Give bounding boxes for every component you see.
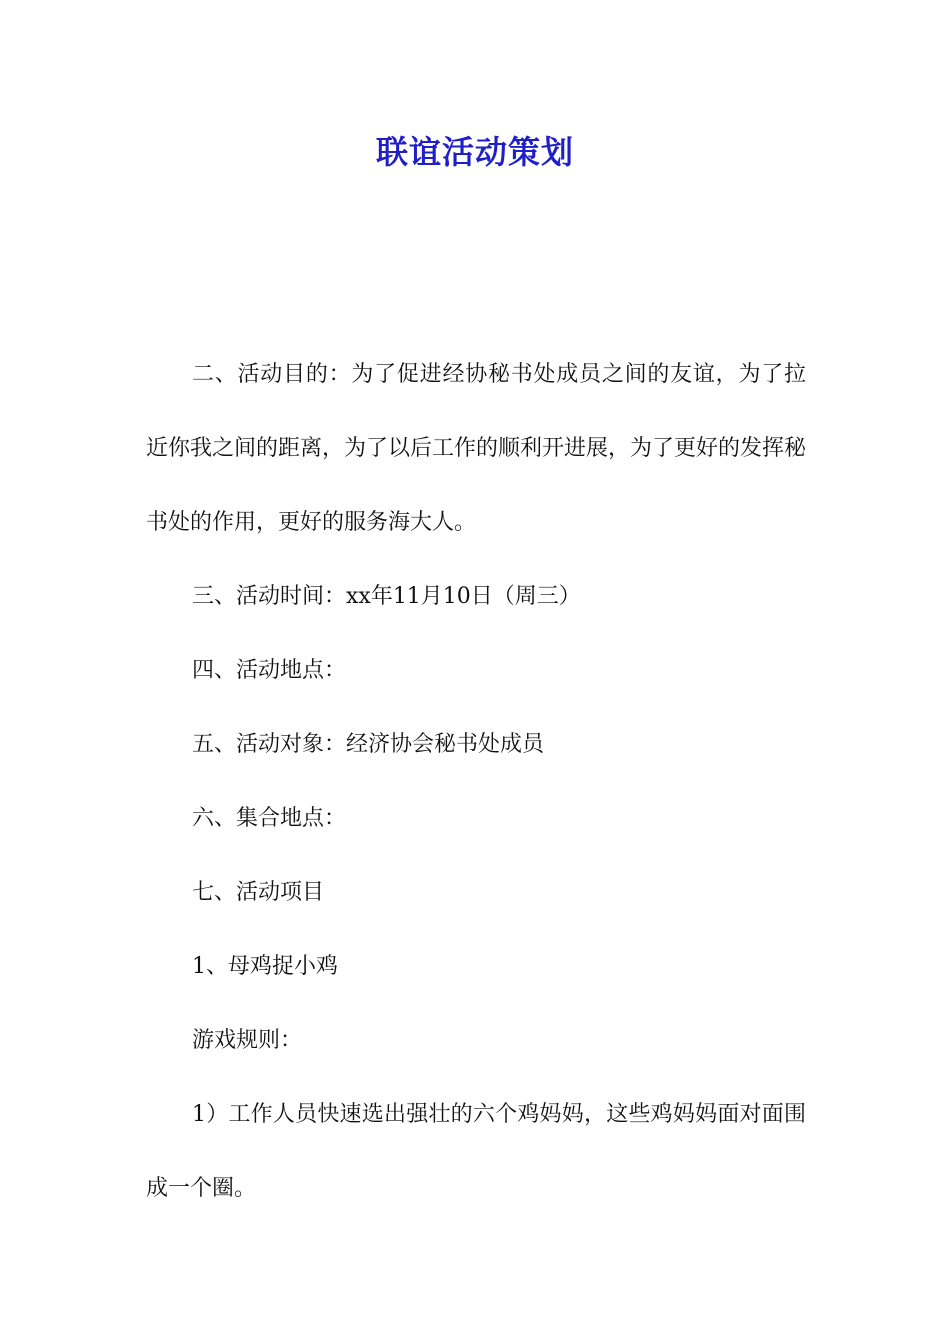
document-body: [146, 338, 806, 1226]
paragraph-rule-1: 1）工作人员快速选出强壮的六个鸡妈妈，这些鸡妈妈面对面围成一个圈。: [146, 1102, 806, 1201]
paragraph-purpose: 二、活动目的：为了促进经协秘书处成员之间的友谊，为了拉近你我之间的距离，为了以后工作的顺利开进展，为了更好的发挥秘书处的作用，更好的服务海大人。: [146, 362, 807, 535]
paragraph-activities-heading: 七、活动项目: [192, 880, 325, 905]
document-title: 联谊活动策划: [375, 133, 574, 171]
paragraph-time: 三、活动时间：xx年11月10日（周三）: [192, 584, 581, 609]
paragraph-meeting-point: 六、集合地点：: [192, 806, 347, 831]
paragraph-location: 四、活动地点：: [192, 658, 347, 683]
paragraph-game-rules-heading: 游戏规则：: [192, 1028, 303, 1053]
paragraph-activity-1: 1、母鸡捉小鸡: [192, 954, 338, 979]
paragraph-participants: 五、活动对象：经济协会秘书处成员: [192, 732, 545, 757]
